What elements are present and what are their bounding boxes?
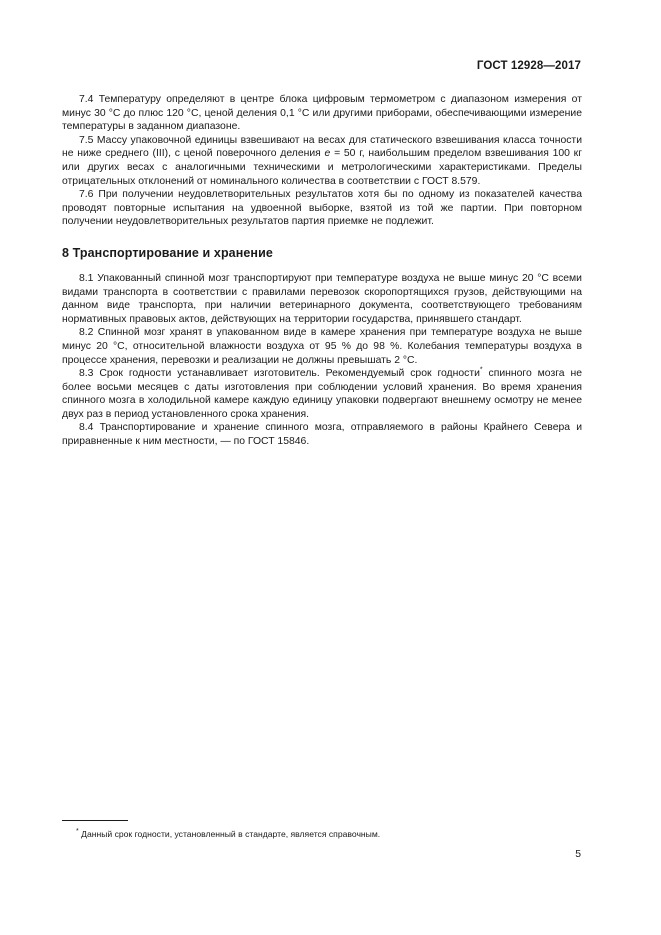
paragraph-7-5 — [62, 134, 582, 188]
paragraph-8-3-text-end: спинного мозга не более восьми месяцев с даты изготовления при соблюдении условий хранения. Во время хранения спинного мозга в холодильной камере каждую единицу упаковки подвергают внешнему осмотру не менее двух раз в период установленного срока хранения. — [62, 368, 582, 420]
section-8-title: 8 Транспортирование и хранение — [62, 245, 273, 260]
paragraph-7-4: 7.4 Температуру определяют в центре блока цифровым термометром с диапазоном измерения от минус 30 °С до плюс 120 °С, ценой деления 0,1 °С или другими приборами, обеспечивающими измерение температуры в заданном диапазоне. — [62, 94, 582, 133]
page-content — [62, 93, 582, 449]
paragraph-8-2: 8.2 Спинной мозг хранят в упакованном виде в камере хранения при температуре воздуха не выше минус 20 °С, относительной влажности воздуха от 95 % до 98 %. Колебания температуры воздуха в процессе хранения, перевозки и реализации не должны превышать 2 °С. — [62, 327, 582, 366]
variable-e: е — [324, 148, 331, 160]
paragraph-8-4: 8.4 Транспортирование и хранение спинного мозга, отправляемого в районы Крайнего Севера и приравненные к ним местности, — по ГОСТ 15846. — [62, 422, 582, 448]
paragraph-8-3-text-start: 8.3 Срок годности устанавливает изготовитель. Рекомендуемый срок годности — [79, 368, 480, 380]
footnote — [76, 829, 380, 840]
document-code: ГОСТ 12928—2017 — [476, 60, 581, 72]
paragraph-8-1: 8.1 Упакованный спинной мозг транспортируют при температуре воздуха не выше минус 20 °С всеми видами транспорта в соответствии с правилами перевозок скоропортящихся грузов, действующими на данном виде транспорта, при наличии ветеринарного документа, соответствующего требованиям нормативных правовых актов, действующих на территории государства, принявшего стандарт. — [62, 272, 582, 325]
paragraph-7-5-text-end: = 50 г, наибольшим пределом взвешивания 100 кг или других весах с аналогичными техническими и метрологическими характеристиками. Пределы отрицательных отклонений от номинального количества в соответствии с ГОСТ 8.579. — [62, 148, 582, 187]
footnote-text: Данный срок годности, установленный в стандарте, является справочным. — [78, 829, 381, 839]
footnote-reference-mark: * — [479, 366, 483, 374]
footnote-divider — [62, 820, 128, 821]
page-number: 5 — [575, 849, 581, 860]
paragraph-8-3 — [62, 367, 582, 421]
paragraph-7-6: 7.6 При получении неудовлетворительных результатов хотя бы по одному из показателей качества проводят повторные испытания на удвоенной выборке, взятой из той же партии. При повторном получении неудовлетворительных результатов партия приемке не подлежит. — [62, 189, 582, 228]
footnote-mark: * — [76, 828, 79, 836]
paragraph-7-5-text-start: 7.5 Массу упаковочной единицы взвешивают на весах для статического взвешивания класса точности не ниже среднего (III), с ценой поверочного деления — [62, 134, 582, 160]
